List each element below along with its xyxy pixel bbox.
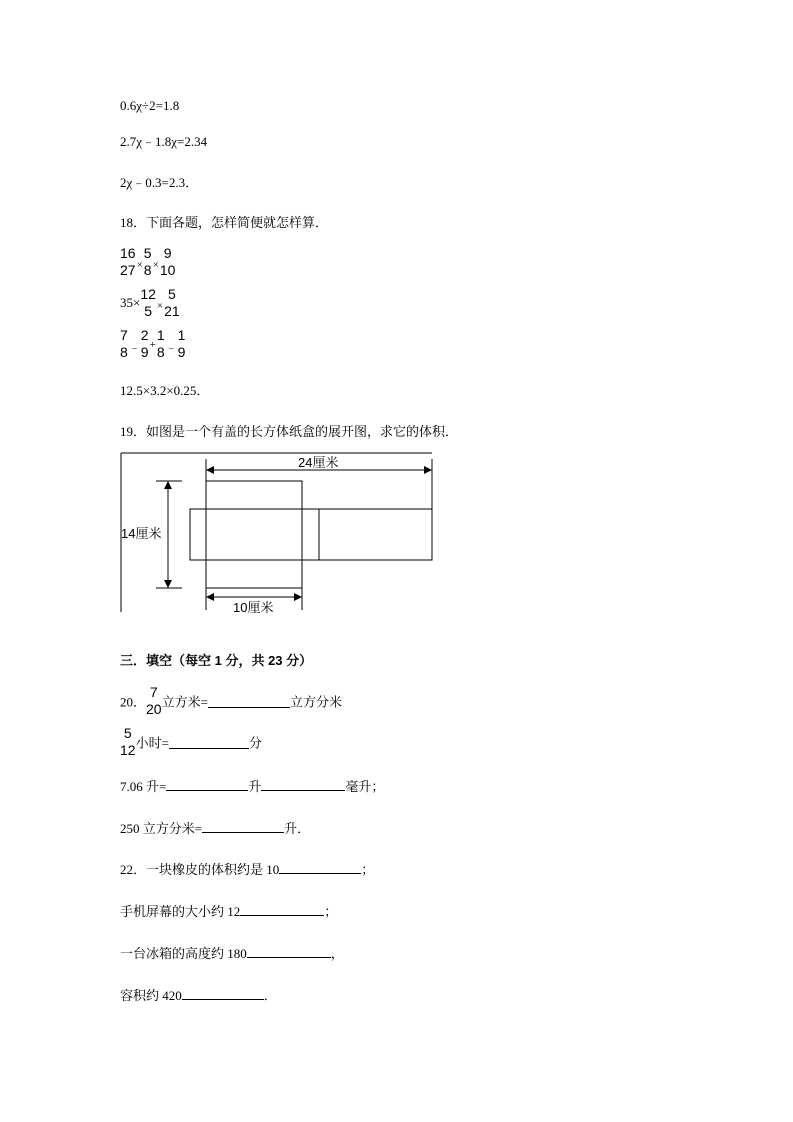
- q18-expression-4: 12.5×3.2×0.25．: [120, 383, 210, 398]
- q18-title: 18．下面各题，怎样简便就怎样算．: [120, 215, 329, 230]
- q20-line-2: 5 12 小时= 分: [120, 725, 262, 758]
- q22-line-2: 手机屏幕的大小约 12 ；: [120, 904, 338, 919]
- net-back-face: [319, 509, 432, 560]
- net-top-face: [206, 481, 302, 509]
- label-14cm: 14厘米: [121, 526, 162, 541]
- q20-line-3: 7.06 升= 升 毫升；: [120, 779, 385, 794]
- fraction: 7 20: [146, 684, 162, 717]
- fraction: 5 8: [143, 245, 152, 278]
- q20-line-4: 250 立方分米= 升．: [120, 821, 311, 836]
- q22-line-4: 容积约 420 ．: [120, 988, 277, 1003]
- equation-2: 2.7χ﹣1.8χ=2.34: [120, 134, 208, 149]
- answer-blank[interactable]: [202, 820, 284, 833]
- answer-blank[interactable]: [240, 903, 324, 916]
- net-left-face: [190, 509, 206, 560]
- q18-expression-1: 16 27 × 5 8 × 9 10: [120, 245, 176, 278]
- equation-3: 2χ﹣0.3=2.3．: [120, 175, 199, 190]
- fraction: 1 9: [177, 327, 186, 360]
- q18-expression-3: 7 8 ﹣ 2 9 + 1 8 ﹣ 1 9: [120, 327, 186, 360]
- net-front-face: [206, 509, 302, 560]
- answer-blank[interactable]: [261, 778, 345, 791]
- fraction: 5 12: [120, 725, 136, 758]
- fraction: 2 9: [140, 327, 149, 360]
- answer-blank[interactable]: [166, 778, 248, 791]
- section-3-heading: 三．填空（每空 1 分，共 23 分）: [120, 653, 313, 668]
- q22-line-3: 一台冰箱的高度约 180 ，: [120, 946, 344, 961]
- fraction: 5 21: [164, 286, 180, 319]
- label-24cm: 24厘米: [298, 455, 339, 470]
- net-right-face: [302, 509, 319, 560]
- answer-blank[interactable]: [279, 861, 361, 874]
- fraction: 1 8: [156, 327, 165, 360]
- answer-blank[interactable]: [182, 987, 264, 1000]
- fraction: 7 8: [120, 327, 128, 360]
- fraction: 12 5: [140, 286, 156, 319]
- fraction: 16 27: [120, 245, 136, 278]
- answer-blank[interactable]: [247, 945, 331, 958]
- label-10cm: 10厘米: [233, 600, 274, 615]
- answer-blank[interactable]: [208, 695, 290, 708]
- equation-1: 0.6χ÷2=1.8: [120, 98, 180, 113]
- q18-expression-2: 35× 12 5 × 5 21: [120, 286, 180, 319]
- answer-blank[interactable]: [169, 736, 249, 749]
- q19-title: 19．如图是一个有盖的长方体纸盒的展开图，求它的体积．: [120, 424, 459, 439]
- net-bottom-face: [206, 560, 302, 588]
- q20-line-1: 20． 7 20 立方米= 立方分米: [120, 684, 342, 717]
- fraction: 9 10: [159, 245, 176, 278]
- q22-line-1: 22．一块橡皮的体积约是 10 ；: [120, 862, 375, 877]
